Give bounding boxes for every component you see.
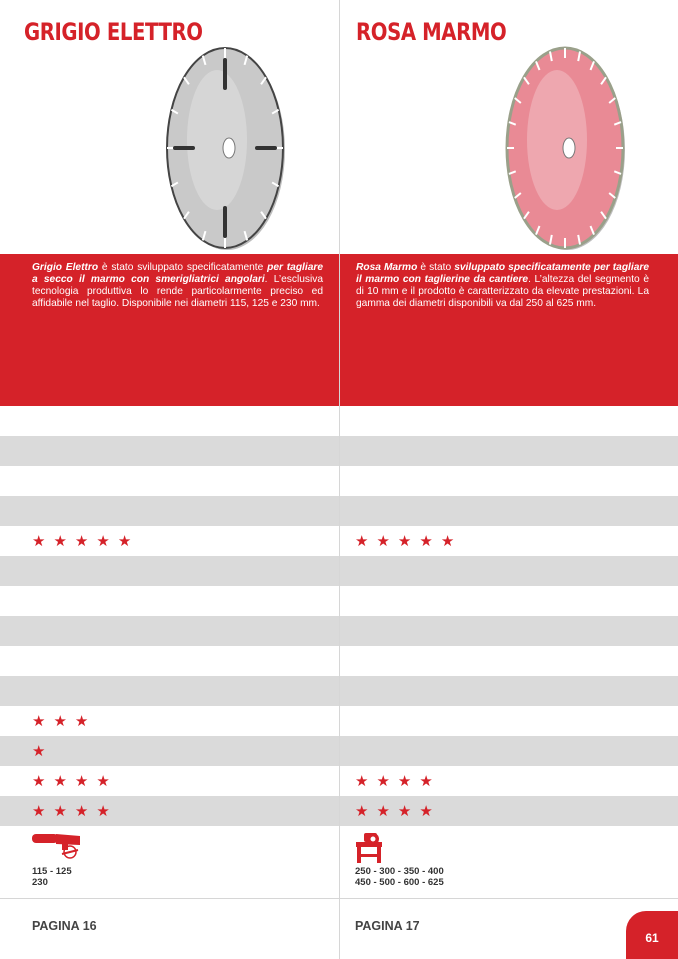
rating-row [0, 766, 339, 796]
star-icon: ★ [355, 801, 369, 820]
angle-grinder-icon [32, 830, 82, 860]
available-diameters: 115 - 125 230 [32, 866, 72, 888]
rating-row [340, 526, 678, 556]
page-reference: PAGINA 16 [32, 919, 97, 933]
star-icon: ★ [397, 771, 412, 790]
divider [0, 898, 339, 899]
star-icon: ★ [32, 771, 46, 790]
star-rating [355, 801, 433, 820]
star-icon: ★ [397, 531, 412, 550]
rating-row [340, 616, 678, 646]
star-rating [32, 531, 132, 550]
star-icon: ★ [32, 741, 46, 760]
rating-rows [0, 406, 339, 826]
rating-row [340, 406, 678, 436]
star-rating [32, 741, 46, 760]
rating-row [0, 406, 339, 436]
star-rating [355, 771, 433, 790]
star-icon: ★ [96, 531, 110, 550]
star-icon: ★ [419, 771, 433, 790]
rating-row [340, 466, 678, 496]
site-saw-icon [354, 830, 384, 864]
rating-row [0, 556, 339, 586]
page-number: 61 [626, 911, 678, 959]
star-icon: ★ [96, 801, 110, 820]
product-title: ROSA MARMO [356, 18, 507, 46]
rating-row [0, 526, 339, 556]
rating-row [340, 556, 678, 586]
star-icon: ★ [74, 711, 89, 730]
rating-row [340, 706, 678, 736]
pink-diamond-blade-image [500, 46, 630, 251]
star-rating [32, 771, 110, 790]
star-rating [32, 801, 110, 820]
available-diameters: 250 - 300 - 350 - 400 450 - 500 - 600 - 625 [355, 866, 444, 888]
rating-row [0, 616, 339, 646]
rating-row [340, 496, 678, 526]
rating-row [0, 706, 339, 736]
star-icon: ★ [419, 801, 433, 820]
star-icon: ★ [53, 801, 67, 820]
rating-row [340, 436, 678, 466]
rating-row [340, 736, 678, 766]
description-text: Grigio Elettro è stato sviluppato specificatamente per tagliare a secco il marmo con smerigliatrici angolari. L’esclusiva tecnologia produttiva lo rende particolarmente preciso ed affidabile nel taglio. Disponibile nei diametri 115, 125 e 230 mm. [32, 262, 323, 309]
star-icon: ★ [96, 771, 110, 790]
grey-diamond-blade-image [160, 46, 290, 251]
rating-row [340, 766, 678, 796]
star-icon: ★ [32, 711, 46, 730]
product-description [0, 254, 339, 406]
star-icon: ★ [117, 531, 132, 550]
rating-row [0, 466, 339, 496]
rating-row [340, 676, 678, 706]
rating-row [0, 646, 339, 676]
star-rating [355, 531, 455, 550]
page-reference: PAGINA 17 [355, 919, 420, 933]
star-icon: ★ [376, 771, 390, 790]
rating-rows [340, 406, 678, 826]
star-icon: ★ [397, 801, 412, 820]
star-icon: ★ [355, 771, 369, 790]
star-icon: ★ [32, 531, 46, 550]
product-description [340, 254, 678, 406]
star-icon: ★ [440, 531, 455, 550]
star-icon: ★ [376, 801, 390, 820]
star-icon: ★ [74, 801, 89, 820]
star-icon: ★ [355, 531, 369, 550]
star-icon: ★ [74, 771, 89, 790]
rating-row [0, 496, 339, 526]
product-column-rosa-marmo [339, 0, 678, 959]
star-icon: ★ [419, 531, 433, 550]
product-title: GRIGIO ELETTRO [24, 18, 203, 46]
rating-row [0, 796, 339, 826]
rating-row [0, 736, 339, 766]
divider [340, 898, 678, 899]
star-icon: ★ [32, 801, 46, 820]
star-icon: ★ [53, 711, 67, 730]
star-icon: ★ [53, 771, 67, 790]
rating-row [0, 586, 339, 616]
star-icon: ★ [74, 531, 89, 550]
star-icon: ★ [376, 531, 390, 550]
rating-row [340, 646, 678, 676]
star-rating [32, 711, 89, 730]
rating-row [0, 676, 339, 706]
rating-row [340, 586, 678, 616]
description-text: Rosa Marmo è stato sviluppato specificatamente per tagliare il marmo con taglierine da cantiere. L’altezza del segmento è di 10 mm e il prodotto è caratterizzato da elevate prestazioni. La gamma dei diametri disponibili va dal 250 al 625 mm. [356, 262, 650, 309]
rating-row [340, 796, 678, 826]
rating-row [0, 436, 339, 466]
star-icon: ★ [53, 531, 67, 550]
